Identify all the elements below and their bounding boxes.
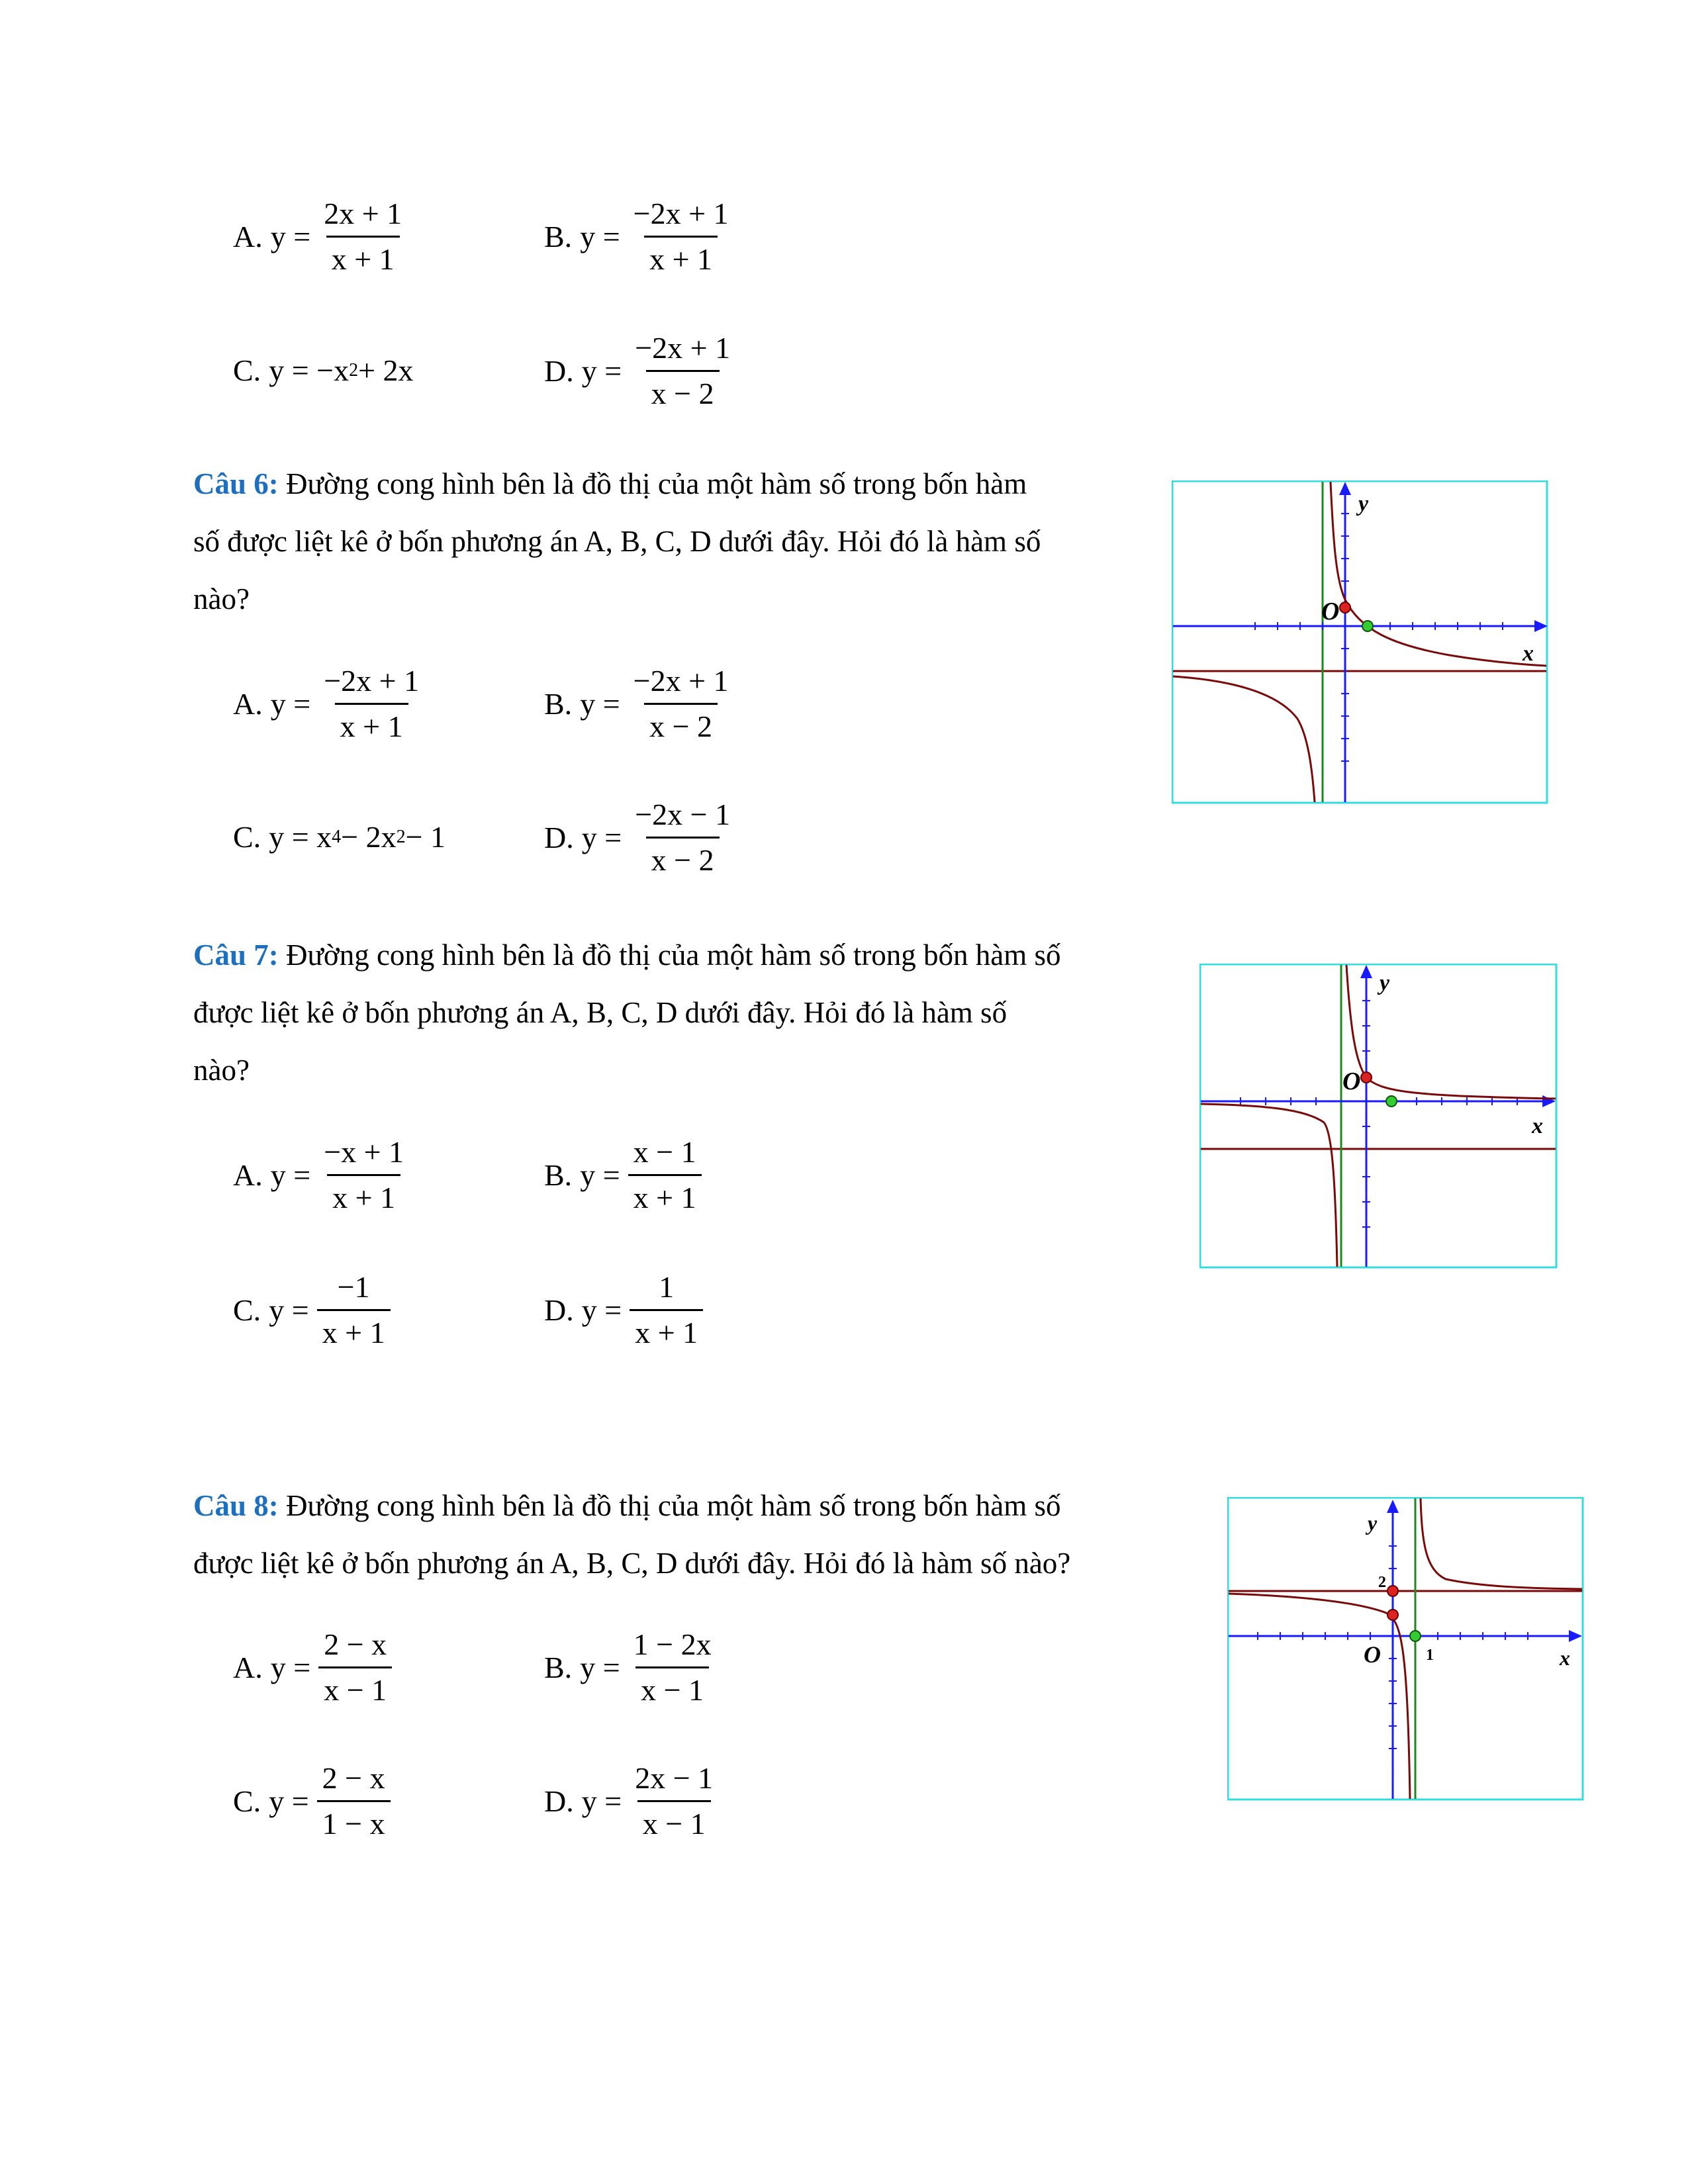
x-axis-arrow [1542, 1095, 1556, 1107]
fraction: $\frac{-x + 1}{x + 1}$ [324, 1135, 404, 1214]
q8-number: Câu 8: [193, 1489, 279, 1522]
y-intercept-point [1340, 602, 1350, 613]
q8-option-d: D. y = $\frac{2x - 1}{x - 1}$ [544, 1763, 718, 1839]
q7-option-c: C. y = $\frac{-1}{x + 1}$ [233, 1272, 391, 1348]
q7-option-b: B. y = $\frac{x - 1}{x + 1}$ [544, 1137, 702, 1213]
q7-option-a: A. y = $\frac{-x + 1}{x + 1}$ [233, 1137, 409, 1213]
y-axis-arrow [1387, 1500, 1399, 1513]
q6-text: Câu 6: Đường cong hình bên là đồ thị của một hàm số trong bốn hàm số được liệt kê ở bốn phương án A, B, C, D dưới đây. Hỏi đó là hàm số nào? [193, 467, 1041, 615]
y-intercept-point [1387, 1610, 1398, 1620]
y-axis-arrow [1360, 965, 1372, 978]
q6-option-b: B. y = $\frac{-2x + 1}{x - 2}$ [544, 666, 734, 742]
x-label: x [1560, 1646, 1570, 1670]
q6-number: Câu 6: [193, 467, 279, 500]
x-label: x [1523, 641, 1534, 666]
q6-option-c: C. y = x 4 − 2x 2 − 1 [233, 820, 446, 854]
y-intercept-point [1361, 1072, 1372, 1083]
x-intercept-point [1386, 1096, 1397, 1107]
q8-text: Câu 8: Đường cong hình bên là đồ thị của một hàm số trong bốn hàm số được liệt kê ở bốn phương án A, B, C, D dưới đây. Hỏi đó là hàm số nào? [193, 1489, 1071, 1580]
q5-option-c: C. y = −x 2 + 2x [233, 353, 414, 387]
fraction: $\frac{2 - x}{1 - x}$ [317, 1763, 391, 1839]
horizontal-asymptote-point [1387, 1586, 1398, 1596]
q7-graph [1199, 964, 1558, 1269]
q8-option-c: C. y = $\frac{2 - x}{1 - x}$ [233, 1763, 391, 1839]
x-intercept-point [1362, 621, 1373, 631]
y-label: y [1358, 492, 1369, 516]
fraction: $\frac{x - 1}{x + 1}$ [628, 1137, 702, 1213]
graph-border [1228, 1498, 1583, 1799]
q6-option-a: A. y = $\frac{-2x + 1}{x + 1}$ [233, 666, 424, 742]
graph-border [1172, 481, 1547, 803]
fraction: $\frac{-2x + 1}{x - 2}$ [633, 664, 729, 743]
fraction: $\frac{-2x + 1}{x - 2}$ [635, 331, 731, 410]
fraction: $\frac{1}{x + 1}$ [630, 1272, 703, 1348]
curve-right-branch [1421, 1498, 1582, 1589]
origin-label: O [1364, 1641, 1381, 1668]
x-label: x [1532, 1114, 1543, 1138]
q8-graph [1227, 1497, 1585, 1801]
origin-label: O [1342, 1068, 1361, 1095]
fraction: $\frac{-2x + 1}{x + 1}$ [633, 197, 729, 276]
fraction: $\frac{-1}{x + 1}$ [317, 1272, 391, 1348]
curve-left-branch [1201, 1104, 1337, 1267]
fraction: $\frac{2x + 1}{x + 1}$ [324, 197, 402, 276]
x-axis-arrow [1569, 1630, 1582, 1642]
q6-option-d: D. y = $\frac{-2x - 1}{x - 2}$ [544, 799, 735, 876]
fraction: $\frac{-2x - 1}{x - 2}$ [635, 797, 731, 877]
fraction: $\frac{2 - x}{x - 1}$ [318, 1629, 392, 1706]
q8-option-a: A. y = $\frac{2 - x}{x - 1}$ [233, 1629, 392, 1706]
curve-left-branch [1229, 1594, 1410, 1799]
fraction: $\frac{-2x + 1}{x + 1}$ [324, 664, 420, 743]
y-axis-arrow [1339, 482, 1351, 495]
tick-label-2: 2 [1378, 1574, 1386, 1591]
q7-text: Câu 7: Đường cong hình bên là đồ thị của một hàm số trong bốn hàm số được liệt kê ở bốn phương án A, B, C, D dưới đây. Hỏi đó là hàm số nào? [193, 938, 1061, 1087]
q6-graph [1172, 480, 1549, 805]
curve-left-branch [1173, 676, 1315, 802]
q5-option-d: D. y = $\frac{-2x + 1}{x - 2}$ [544, 333, 735, 409]
q7-option-d: D. y = $\frac{1}{x + 1}$ [544, 1272, 703, 1348]
fraction: $\frac{1 - 2x}{x - 1}$ [633, 1627, 712, 1707]
q7-number: Câu 7: [193, 938, 279, 972]
fraction: $\frac{2x - 1}{x - 1}$ [635, 1761, 714, 1841]
q5-option-b: B. y = $\frac{-2x + 1}{x + 1}$ [544, 199, 734, 275]
q5-option-a: A. y = $\frac{2x + 1}{x + 1}$ [233, 199, 407, 275]
tick-label-1: 1 [1426, 1647, 1434, 1664]
y-label: y [1380, 971, 1390, 995]
x-intercept-point [1410, 1631, 1421, 1641]
origin-label: O [1321, 598, 1340, 625]
graph-border [1200, 964, 1556, 1267]
y-label: y [1368, 1511, 1378, 1535]
q8-option-b: B. y = $\frac{1 - 2x}{x - 1}$ [544, 1629, 717, 1706]
curve-right-branch [1346, 965, 1556, 1099]
x-axis-arrow [1534, 620, 1548, 632]
